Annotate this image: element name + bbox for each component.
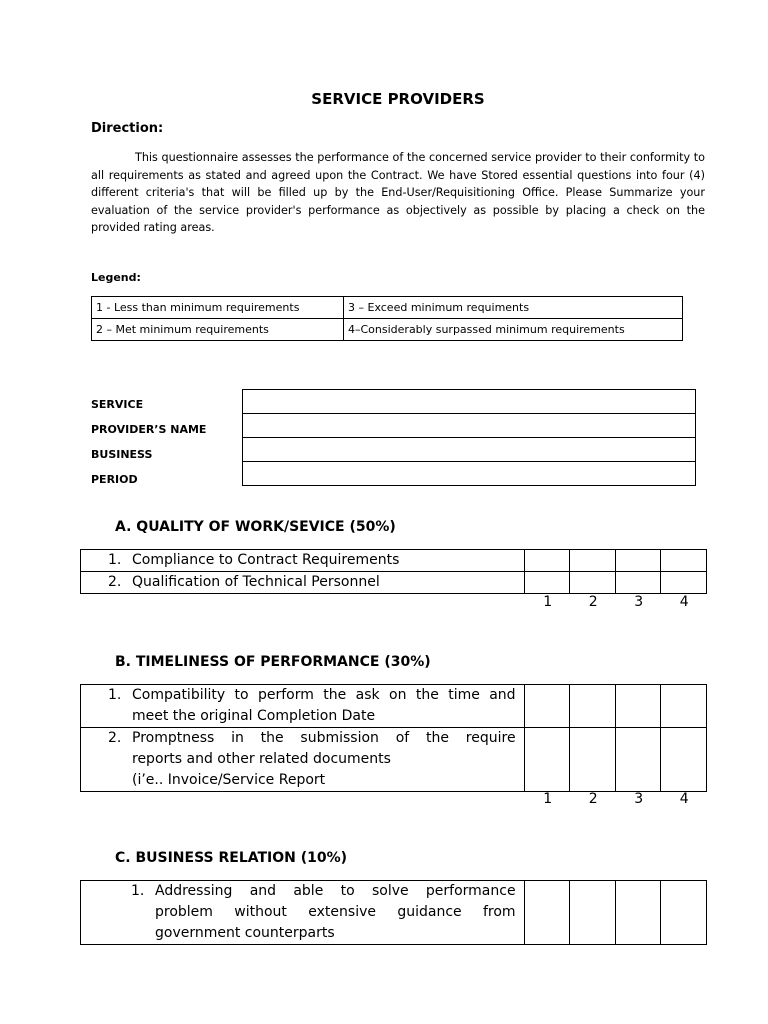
item-number: 2. [108, 574, 122, 590]
rating-box-1[interactable] [524, 881, 570, 945]
section-c-table [80, 880, 707, 945]
period-field[interactable] [243, 462, 696, 486]
item-text-line: Promptness in the submission of the require [132, 730, 516, 746]
criteria-row [81, 881, 707, 945]
criteria-cell [81, 881, 525, 945]
scale-label: 1 [543, 594, 553, 610]
scale-label: 3 [634, 791, 644, 807]
direction-label: Direction: [91, 121, 164, 136]
rating-box-4[interactable] [661, 881, 707, 945]
rating-box-3[interactable] [615, 550, 661, 572]
criteria-cell [81, 728, 525, 792]
legend-row [92, 319, 683, 341]
section-a-title: A. QUALITY OF WORK/SEVICE (50%) [115, 519, 396, 535]
criteria-row [81, 685, 707, 728]
scale-label: 3 [634, 594, 644, 610]
direction-body: This questionnaire assesses the performance of the concerned service provider to their conformity to all requirements as stated and agreed upon the Contract. We have Stored essential questions into four (4) different criteria's that will be filled up by the End-User/Requisitioning Office. Please Summarize your evaluation of the service provider's performance as objectively as possible by placing a check on the provided rating areas. [91, 151, 705, 234]
legend-cell: 4–Considerably surpassed minimum requirements [344, 319, 683, 341]
page-title: SERVICE PROVIDERS [311, 90, 485, 108]
item-text-line: government counterparts [155, 925, 335, 941]
rating-box-3[interactable] [615, 685, 661, 728]
criteria-cell [81, 685, 525, 728]
item-number: 1. [108, 552, 122, 568]
item-number: 2. [108, 730, 122, 746]
criteria-row [81, 728, 707, 792]
item-text-line: reports and other related documents [132, 751, 391, 767]
legend-cell: 2 – Met minimum requirements [92, 319, 344, 341]
rating-box-4[interactable] [661, 685, 707, 728]
item-text-line: problem without extensive guidance from [155, 904, 516, 920]
criteria-row [81, 572, 707, 594]
scale-label: 2 [588, 594, 598, 610]
business-field[interactable] [243, 438, 696, 462]
rating-box-4[interactable] [661, 728, 707, 792]
service-field[interactable] [243, 390, 696, 414]
rating-box-4[interactable] [661, 550, 707, 572]
service-label: SERVICE [91, 398, 144, 411]
rating-scale [525, 594, 707, 610]
scale-label: 4 [679, 791, 689, 807]
rating-box-3[interactable] [615, 572, 661, 594]
item-text [155, 881, 516, 944]
direction-text [91, 149, 705, 237]
criteria-cell [81, 550, 525, 572]
rating-box-1[interactable] [524, 728, 570, 792]
scale-label: 1 [543, 791, 553, 807]
item-number: 1. [108, 687, 122, 703]
item-text [132, 728, 516, 791]
legend-row [92, 297, 683, 319]
section-a-table [80, 549, 707, 594]
criteria-row [81, 550, 707, 572]
criteria-cell [81, 572, 525, 594]
legend-label: Legend: [91, 271, 141, 284]
item-text-line: Compatibility to perform the ask on the time and [132, 687, 516, 703]
section-b-title: B. TIMELINESS OF PERFORMANCE (30%) [115, 654, 431, 670]
rating-scale [525, 791, 707, 807]
provider-fields-table [242, 389, 696, 486]
scale-label: 4 [679, 594, 689, 610]
section-c-title: C. BUSINESS RELATION (10%) [115, 850, 348, 866]
item-text: Compliance to Contract Requirements [132, 552, 400, 568]
legend-cell: 3 – Exceed minimum requiments [344, 297, 683, 319]
provider-name-field[interactable] [243, 414, 696, 438]
rating-box-1[interactable] [524, 550, 570, 572]
provider-field-labels [91, 392, 206, 492]
rating-box-2[interactable] [570, 881, 616, 945]
business-label: BUSINESS [91, 448, 153, 461]
section-b-table [80, 684, 707, 792]
item-text-line: (i’e.. Invoice/Service Report [132, 772, 326, 788]
rating-box-2[interactable] [570, 728, 616, 792]
legend-table [91, 296, 683, 341]
item-text [132, 685, 516, 727]
rating-box-1[interactable] [524, 685, 570, 728]
rating-box-3[interactable] [615, 881, 661, 945]
item-text-line: Addressing and able to solve performance [155, 883, 516, 899]
rating-box-2[interactable] [570, 550, 616, 572]
item-number: 1. [131, 883, 145, 899]
period-label: PERIOD [91, 473, 138, 486]
rating-box-4[interactable] [661, 572, 707, 594]
rating-box-3[interactable] [615, 728, 661, 792]
rating-box-2[interactable] [570, 572, 616, 594]
item-text: Qualification of Technical Personnel [132, 574, 380, 590]
rating-box-2[interactable] [570, 685, 616, 728]
item-text-line: meet the original Completion Date [132, 708, 376, 724]
legend-cell: 1 - Less than minimum requirements [92, 297, 344, 319]
rating-box-1[interactable] [524, 572, 570, 594]
provider-name-label: PROVIDER’S NAME [91, 423, 207, 436]
scale-label: 2 [588, 791, 598, 807]
